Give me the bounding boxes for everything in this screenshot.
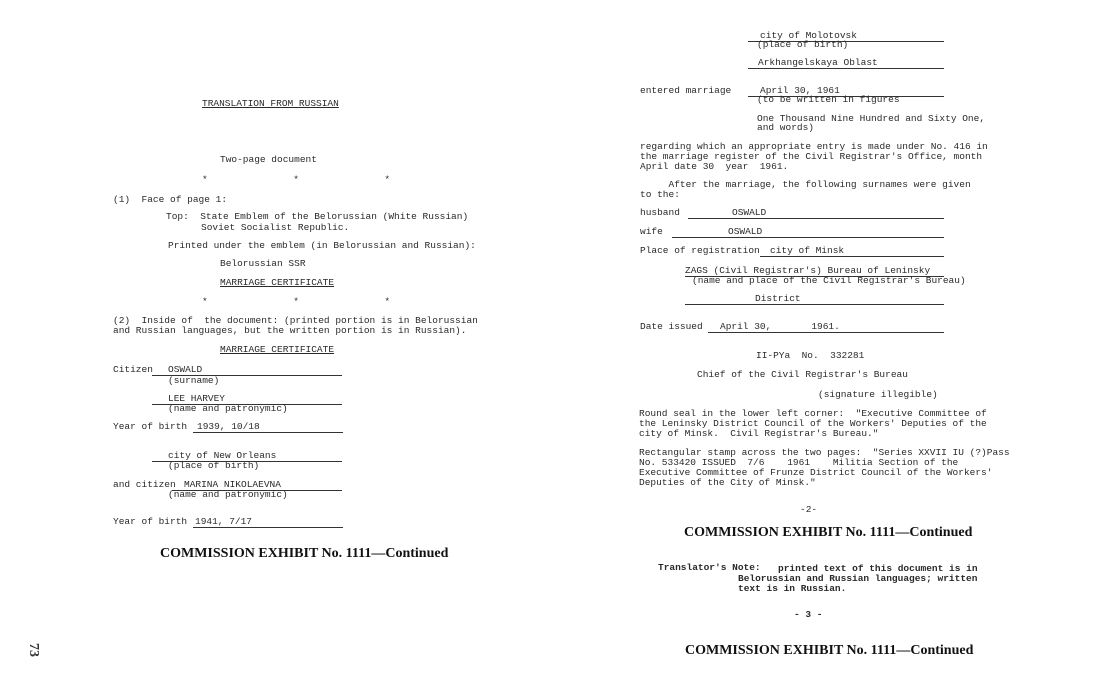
citizen-label: Citizen: [113, 364, 153, 375]
yob-label: Year of birth: [113, 421, 188, 432]
side-page-number: 73: [26, 643, 41, 657]
surname-caption: (surname): [168, 375, 220, 386]
name-value: LEE HARVEY: [168, 393, 226, 404]
pob-caption-right: (place of birth): [757, 39, 849, 50]
translator-note-label: Translator's Note:: [658, 562, 761, 573]
page-number-3: - 3 -: [794, 609, 823, 620]
district-value: District: [755, 293, 801, 304]
signature-note: (signature illegible): [818, 389, 938, 400]
top-line-2: Soviet Socialist Republic.: [201, 222, 350, 233]
two-page-note: Two-page document: [220, 154, 317, 165]
yob2-field: [193, 516, 343, 528]
wife-field: [672, 226, 944, 238]
stamp-line-1: Rectangular stamp across the two pages: "Series XXVII IU (?)Pass: [639, 447, 1010, 458]
issued-field: [708, 321, 944, 333]
zags-caption: (name and place of the Civil Registrar's Bureau): [692, 275, 966, 286]
name-caption: (name and patronymic): [168, 403, 288, 414]
and-citizen-label: and citizen: [113, 479, 176, 490]
seal-line-2: the Leninsky District Council of the Workers' Deputies of the: [639, 418, 987, 429]
citizen2-value: MARINA NIKOLAEVNA: [184, 479, 281, 490]
date-value: April 30, 1961: [760, 85, 840, 96]
translator-note-line-1: printed text of this document is in: [778, 563, 978, 574]
top-line-1: Top: State Emblem of the Belorussian (White Russian): [166, 211, 469, 222]
yob2-label: Year of birth: [113, 516, 188, 527]
husband-value: OSWALD: [732, 207, 767, 218]
page-number-2: -2-: [800, 504, 818, 515]
translator-note-line-3: text is in Russian.: [738, 583, 847, 594]
date-caption: (to be written in figures: [757, 94, 900, 105]
chief-title: Chief of the Civil Registrar's Bureau: [697, 369, 908, 380]
belorussian-ssr: Belorussian SSR: [220, 258, 306, 269]
issued-label: Date issued: [640, 321, 703, 332]
regarding-line-2: the marriage register of the Civil Registrar's Office, month: [640, 151, 983, 162]
pob-caption: (place of birth): [168, 460, 260, 471]
wife-value: OSWALD: [728, 226, 763, 237]
issued-year: 1961.: [811, 321, 840, 332]
after-line-1: After the marriage, the following surnames were given: [640, 179, 971, 190]
name2-caption: (name and patronymic): [168, 489, 288, 500]
issued-value: April 30,: [720, 321, 772, 332]
wife-label: wife: [640, 226, 663, 237]
printed-under: Printed under the emblem (in Belorussian and Russian):: [168, 240, 476, 251]
yob-field: [193, 421, 343, 433]
oblast-value: Arkhangelskaya Oblast: [758, 57, 878, 68]
husband-label: husband: [640, 207, 680, 218]
certificate-code: II-PYa No. 332281: [756, 350, 865, 361]
stars-divider-2: * * *: [202, 296, 391, 307]
entered-label: entered marriage: [640, 85, 732, 96]
words-caption: and words): [757, 122, 815, 133]
inside-line-1: (2) Inside of the document: (printed portion is in Belorussian: [113, 315, 478, 326]
stamp-line-4: Deputies of the City of Minsk.": [639, 477, 816, 488]
marriage-certificate-heading-2: MARRIAGE CERTIFICATE: [220, 344, 335, 355]
stamp-line-2: No. 533420 ISSUED 7/6 1961 Militia Section of the: [639, 457, 959, 468]
regarding-line-1: regarding which an appropriate entry is made under No. 416 in: [640, 141, 988, 152]
translator-note-line-2: Belorussian and Russian languages; written: [738, 573, 978, 584]
stars-divider: * * *: [202, 174, 391, 185]
marriage-certificate-heading: MARRIAGE CERTIFICATE: [220, 277, 335, 288]
yob-value: 1939, 10/18: [197, 421, 260, 432]
place-field: [760, 245, 944, 257]
pob-value: city of New Orleans: [168, 450, 277, 461]
exhibit-caption-right-1: COMMISSION EXHIBIT No. 1111—Continued: [684, 525, 973, 540]
yob2-value: 1941, 7/17: [195, 516, 253, 527]
words-value: One Thousand Nine Hundred and Sixty One,: [757, 113, 986, 124]
city-value: city of Molotovsk: [760, 30, 857, 41]
regarding-line-3: April date 30 year 1961.: [640, 161, 789, 172]
inside-line-2: and Russian languages, but the written portion is in Russian).: [113, 325, 467, 336]
exhibit-caption-left: COMMISSION EXHIBIT No. 1111—Continued: [160, 546, 449, 561]
exhibit-caption-right-2: COMMISSION EXHIBIT No. 1111—Continued: [685, 643, 974, 658]
place-label: Place of registration: [640, 245, 760, 256]
zags-value: ZAGS (Civil Registrar's) Bureau of Leninsky: [685, 265, 931, 276]
seal-line-3: city of Minsk. Civil Registrar's Bureau.": [639, 428, 879, 439]
face-label: (1) Face of page 1:: [113, 194, 228, 205]
citizen-value: OSWALD: [168, 364, 203, 375]
husband-field: [688, 207, 944, 219]
stamp-line-3: Executive Committee of Frunze District Council of the Workers': [639, 467, 993, 478]
after-line-2: to the:: [640, 189, 680, 200]
seal-line-1: Round seal in the lower left corner: "Executive Committee of: [639, 408, 987, 419]
district-field: [685, 293, 944, 305]
oblast-field: [748, 57, 944, 69]
place-value: city of Minsk: [770, 245, 845, 256]
doc-title: TRANSLATION FROM RUSSIAN: [202, 98, 339, 109]
